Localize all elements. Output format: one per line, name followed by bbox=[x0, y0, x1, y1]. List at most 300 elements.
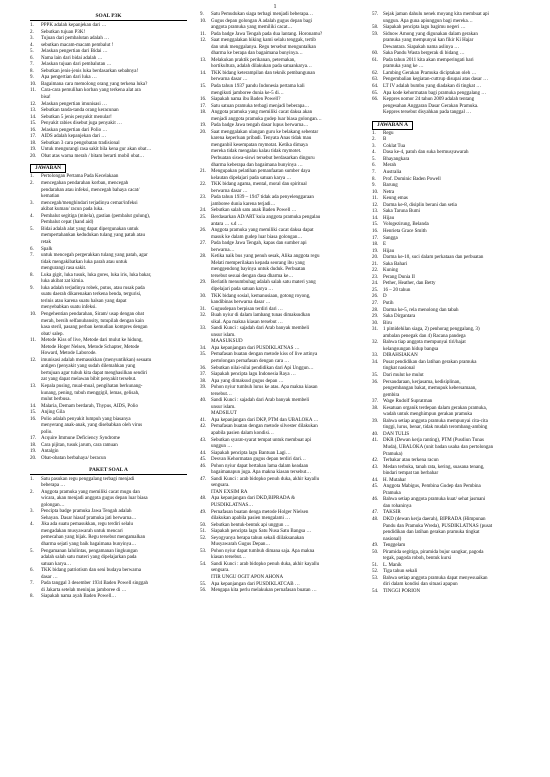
list-item bbox=[30, 384, 187, 404]
item-number: 25. bbox=[200, 214, 207, 220]
item-text: Jika ada suatu pemasukkan, regu terdiri selalu mengadakan musyawarah untuk mencari pemecahan yang bijak. Regu tersebut mengamalkan dharma sejati yang baik bagaimana bunyinya… bbox=[41, 522, 146, 548]
item-text: Bahwa tiap anggota mempunyai tiri/hajat kelangsungan hidup bangsa bbox=[383, 340, 466, 352]
item-number: 1. bbox=[30, 476, 34, 482]
item-text: Obat atas warna merah / bitam berarti mobil obat… bbox=[41, 153, 145, 159]
item-text: LT IV adalah bumbu yang diadakan di tingkat … bbox=[383, 84, 482, 90]
item-text: Sebutkan bentuk-bentuk api unggun … bbox=[211, 522, 290, 528]
item-number: 3. bbox=[30, 36, 34, 42]
item-text: Jelaskan pengertian dari Polio … bbox=[41, 127, 108, 133]
item-number: 3. bbox=[30, 200, 34, 206]
item-number: 9. bbox=[30, 285, 34, 291]
item-number: 51. bbox=[200, 529, 207, 535]
section-heading: PAKET SOAL A bbox=[30, 467, 187, 475]
item-text: Kuning bbox=[383, 268, 398, 274]
item-text: Lambing Gerakan Pramuka diciptakan oleh … bbox=[383, 70, 477, 76]
item-number: 51. bbox=[372, 562, 379, 568]
list-item bbox=[200, 215, 354, 228]
column-left bbox=[30, 12, 187, 601]
item-number: 1. bbox=[30, 23, 34, 28]
list-item bbox=[200, 19, 354, 32]
item-number: 30. bbox=[200, 293, 207, 299]
item-text: Buah nyiur di dalam lambang tunas dimaksudkan sikal. Apa makna kiasan tersebut … bbox=[211, 313, 311, 325]
item-number: 8. bbox=[30, 594, 34, 600]
item-number: 8. bbox=[372, 176, 376, 182]
list-item bbox=[30, 568, 187, 581]
item-text: Tiga tahun sekali bbox=[383, 569, 418, 575]
item-text: Ketika naik bus yang penuh sesak, Alika anggota regu Melati memperilakan kepada seorang ibu yang menggendong bayinya untuk duduk. Perbuatan tersebut sesuai dengan dasa dharma ke… bbox=[211, 254, 320, 279]
item-text: Apa kode kehormatan bagi pramuka penggalang … bbox=[383, 90, 487, 96]
item-number: 26. bbox=[200, 228, 207, 234]
section-gap bbox=[30, 160, 187, 163]
item-text: TKK bidang sosial, kemanusiaan, gotong royong, kandibinas berwarna dasar … bbox=[211, 293, 311, 306]
list-item bbox=[200, 280, 354, 293]
item-number: 5. bbox=[30, 49, 34, 55]
item-text: Perang Dunia II bbox=[383, 274, 415, 280]
item-text: Penyakit rabies disebut juga penyakit … bbox=[41, 121, 122, 127]
item-text: Hijau bbox=[383, 248, 395, 254]
item-text: Dari mulut ke mulut bbox=[383, 372, 424, 378]
list-item bbox=[372, 517, 522, 543]
item-number: 56. bbox=[200, 588, 207, 594]
item-text: Vologezirung, Belanda bbox=[383, 222, 429, 228]
item-number: 53. bbox=[200, 548, 207, 554]
section-gap bbox=[372, 117, 522, 120]
list-item bbox=[30, 201, 187, 214]
item-text: Jelaskan pengertian dari Bidai … bbox=[41, 49, 108, 55]
item-text: TINGGI PORION bbox=[383, 589, 421, 595]
item-text: Pada tanggal 3 desember 1934 Baden Powell singgah di Jakarta setelah meninjau jamboree di … bbox=[41, 581, 149, 593]
list-item bbox=[200, 326, 354, 346]
list-item bbox=[30, 181, 187, 201]
item-text: Darma ke-5, rela menolong dan tabah bbox=[383, 307, 459, 313]
list-item bbox=[30, 273, 187, 286]
item-text: Obat-obatan berbahaya/ beracun bbox=[41, 456, 106, 461]
item-number: 53. bbox=[372, 575, 379, 581]
list-item bbox=[200, 588, 354, 595]
item-text: Anggota Mabigus, Pembina Gudep dan Pembina Pramuka bbox=[383, 484, 481, 496]
list-item bbox=[200, 510, 354, 523]
item-text: Mengupakan pelatihan pemanfaatan sumber daya kelautan dipelajari pada satuan karya … bbox=[211, 169, 311, 181]
item-number: 6. bbox=[372, 163, 376, 169]
item-text: Antalgin bbox=[41, 449, 59, 455]
item-text: Malaria, Demam berdarah, Thypus, AIDS, Polio bbox=[41, 403, 138, 409]
item-number: 16. bbox=[30, 127, 37, 133]
item-text: Saat menggalakan ulangan guru ke belakang sebentar karena keperluan pribadi. Tenyata Anas tidak mau menganbil kesempatan mymotat. Ketika dimaya mereka tidak mengalau kalau tidak mymotet. Perbuatan siswa-siswi tersebut berdasarkan dinguru dharma keberapa dan bagaimana bunyinya … bbox=[211, 129, 319, 168]
item-text: Putih bbox=[383, 300, 394, 306]
list-item bbox=[200, 477, 354, 497]
item-text: B bbox=[383, 137, 387, 143]
item-text: Sandi Kunci : sajadah dari Arab banyak membeli unsur islam. MADSILUT bbox=[211, 398, 310, 417]
list-item bbox=[372, 465, 522, 478]
item-number: 1. bbox=[372, 130, 376, 136]
item-text: Siapakah pencipta lagu bagimu negeri … bbox=[383, 25, 466, 31]
list-item bbox=[30, 358, 187, 384]
item-text: Pada tahun 2011 kita akan memperingati hari pramuka yang ke … bbox=[383, 57, 474, 70]
list-item bbox=[372, 576, 522, 589]
item-text: Pengamanan lalulintas, pengamanan lingkungan adalah salah satu materi yang dipelajarkan pada satuan karya… bbox=[41, 548, 138, 567]
list-item bbox=[200, 352, 354, 365]
item-number: 6. bbox=[30, 568, 34, 574]
item-number: 19. bbox=[200, 123, 207, 129]
item-text: Dasa ke-4, patuh dan suka bermusyawarah bbox=[383, 150, 469, 156]
item-number: 7. bbox=[372, 170, 376, 176]
item-number: 11. bbox=[30, 338, 37, 344]
item-text: Sebutkan nilai-nilai pendidikan dari Api Unggun… bbox=[211, 365, 314, 371]
item-text: Terbakar atau terkena racun bbox=[383, 458, 439, 464]
item-number: 2. bbox=[30, 181, 34, 187]
list-item bbox=[372, 58, 522, 71]
item-text: Bidai adalah alat yang dapat dipergunakan untuk mempertahankan kedudukan tulang yang patah atau retak bbox=[41, 226, 145, 245]
item-text: Pohon nyiur dapat bertahan lama dalam keadaan bagaimanapun juga. Apa makna kiasan tersebut… bbox=[211, 463, 312, 476]
item-text: DKD (dewan kerja daerah), BIPRADA (Himpunan Pandu dan Pramuka Wreda), PUSDIKLATNAS (pusat pendidikan dan latihan gerakan pramuka tingkat nasional) bbox=[383, 517, 493, 542]
column-right bbox=[372, 12, 522, 596]
item-number: 8. bbox=[30, 68, 34, 74]
item-text: Pemafasan buatan dengan metode silvester dilakukan apabila pasien dalam kondisi… bbox=[211, 424, 318, 436]
item-text: Biru bbox=[383, 320, 392, 326]
list-item bbox=[200, 254, 354, 280]
item-text: Netra bbox=[383, 189, 395, 195]
item-text: Pether, Heather, dan Betty bbox=[383, 281, 436, 287]
item-text: TKK bidang patriotism dan seni budaya berwarna dasar … bbox=[41, 568, 141, 580]
item-number: 52. bbox=[200, 535, 207, 541]
item-text: Berlatih menumbuhag adalah salah satu materi yang dipelajari pada satuan karya … bbox=[211, 280, 316, 292]
item-number: 19. bbox=[30, 147, 37, 153]
item-text: Pada tahun 1939 – 1947 tidak ada penyelenggaraan jamboree dunia karena terjadi… bbox=[211, 195, 314, 207]
item-text: Sebutkan tujuan P3K! bbox=[41, 29, 86, 35]
list-item bbox=[200, 228, 354, 241]
item-text: TKK bidang keterampilan dan teknik pembangunan berwarna dasar … bbox=[211, 70, 315, 83]
item-text: Satu pasukan regu penggalang terbagi menjadi beberapa … bbox=[41, 476, 135, 489]
item-text: Pencipta badge pramuka Jawa Tengah adalah Sehayan. Dasar hiasaf pramuka jati berwarna… bbox=[41, 509, 137, 521]
list-item bbox=[200, 398, 354, 418]
item-text: Siapakah pencipta lagu Satu Nusa Satu Bangsa … bbox=[211, 529, 312, 535]
item-text: Pada badge Jawa Tengah pada dua lantang. Horonamu? bbox=[211, 31, 323, 37]
item-number: 10. bbox=[30, 81, 37, 87]
item-text: Bahwa setiap anggota pramuka kuat/ sehat jasmani dan rohaninya bbox=[383, 497, 486, 509]
item-number: 4. bbox=[372, 150, 376, 156]
item-number: 13. bbox=[372, 209, 379, 215]
item-number: 45. bbox=[200, 457, 207, 463]
item-text: Sandi Kunci : sajadah dari Arab banyak membeli unsur islam. MAASUKSUD bbox=[211, 326, 310, 345]
list-item bbox=[372, 406, 522, 419]
item-number: 50. bbox=[372, 549, 379, 555]
item-number: 7. bbox=[30, 253, 34, 259]
item-text: Mengapa kita perlu melakukan pernafasan buatan … bbox=[211, 588, 317, 594]
item-text: PPPK adalah kepanjekan dari … bbox=[41, 23, 107, 28]
item-number: 61. bbox=[372, 57, 379, 63]
item-number: 6. bbox=[30, 246, 34, 252]
list-item bbox=[200, 536, 354, 549]
item-number: 9. bbox=[30, 75, 34, 81]
item-number: 27. bbox=[372, 300, 379, 306]
item-number: 13. bbox=[30, 383, 37, 389]
item-number: 4. bbox=[30, 213, 34, 219]
item-number: 6. bbox=[30, 55, 34, 61]
list-item bbox=[30, 581, 187, 594]
item-text: Cara-cara pemulihan korban yang terkena alat ara bisa! bbox=[41, 88, 141, 101]
item-number: 16. bbox=[200, 97, 207, 103]
item-text: luka adalah terjadinya robek, putus, atau rusak pada suatu daerah dikarenakan terkena benda, tergurisi, terinis atau karena suatu halsan yang dapat menyebabkan suatu infeksi. bbox=[41, 285, 145, 311]
item-text: Apa pengertian dari luka … bbox=[41, 75, 97, 81]
item-number: 49. bbox=[200, 509, 207, 515]
item-number: 18. bbox=[30, 140, 37, 146]
item-text: Pengembalian kegiatan-cuttrup disupai atas dasar … bbox=[383, 77, 489, 83]
list-item bbox=[30, 214, 187, 227]
item-number: 10. bbox=[372, 189, 379, 195]
item-number: 18. bbox=[30, 442, 37, 448]
section-heading: JAWABAN bbox=[30, 164, 66, 173]
item-text: Pembalut segitiga (mitela), gastian (pembalut gulung), Pembalut cepat (hand aid) bbox=[41, 213, 151, 226]
item-number: 46. bbox=[200, 463, 207, 469]
item-text: sebutkan macam-macam pembalut ! bbox=[41, 42, 114, 48]
item-number: 41. bbox=[372, 438, 379, 444]
list-item bbox=[30, 338, 187, 358]
item-number: 3. bbox=[30, 509, 34, 515]
item-text: D bbox=[383, 294, 387, 300]
item-text: imunisasi adalah memasukkan (menyuntikkan) sesuatu antigen (penyakit yang sudah dilemahkan yang bertujuan agar tubuh kita dapat menghasilkan sendiri zat yang dapat melawan bibit penyakit tersebut. bbox=[41, 357, 152, 383]
item-text: Sebutkan 3 cara pengobatan tradisional bbox=[41, 140, 120, 146]
item-text: Pohon nyiur dapat tumbuh dimana saja. Apa makna kiasan tersebut… bbox=[211, 548, 315, 561]
item-text: Saka Bahari bbox=[383, 261, 408, 267]
item-number: 39. bbox=[372, 418, 379, 424]
item-text: Pernafasan buatan denga metode Holger Nielsen dilakukan apabila pasien mengalami … bbox=[211, 509, 309, 522]
item-text: Kepala pusing, mual-mual, pengihatan berkunang- kunang, pening, tubuh menggigil, lemas, gelisah, mulut berbusa. bbox=[41, 383, 143, 403]
item-number: 36. bbox=[372, 379, 379, 385]
item-text: Henrieta Grace Smith bbox=[383, 228, 427, 234]
item-number: 63. bbox=[372, 77, 379, 83]
item-text: Cara pijitan, tusuk jarum, cara ramuan bbox=[41, 442, 118, 448]
item-text: Pengehentian pendarahan, Siram/ usap dengan obat merah, bersih selfanubansity, tutupilah dengan kain kasa steril, pasang perban kemudian kompres dengan obat/ salep. bbox=[41, 311, 148, 337]
item-number: 13. bbox=[30, 108, 37, 114]
item-text: Bagaimana cara memolong orang yang terkena luka? bbox=[41, 81, 148, 87]
item-number: 16. bbox=[372, 228, 379, 234]
list-item bbox=[30, 312, 187, 338]
item-number: 15. bbox=[200, 84, 207, 90]
item-number: 5. bbox=[30, 548, 34, 554]
item-text: Darma ke-8, disiplin berani dan setia bbox=[383, 202, 457, 208]
item-number: 33. bbox=[372, 353, 379, 359]
item-number: 14. bbox=[30, 403, 37, 409]
item-number: 62. bbox=[372, 70, 379, 76]
item-text: Apa yang dimaksud gugus depan … bbox=[211, 378, 284, 384]
column-middle bbox=[200, 12, 354, 595]
item-text: Seyogyanya berapa tahun sekali diilaksanakan Musyawarah Gugus Depan… bbox=[211, 535, 305, 548]
item-number: 12. bbox=[372, 202, 379, 208]
list-item bbox=[200, 438, 354, 451]
list-item bbox=[372, 360, 522, 373]
item-text: Persaudaraan, kerjasama, kedisiplinan, pengembangan bakat, memupuk kebersamaan, gembira bbox=[383, 379, 477, 398]
list-item bbox=[30, 477, 187, 490]
item-text: Siapakah pencipta lagu Indonesia Raya … bbox=[211, 372, 296, 378]
item-text: Saka Pandu Wasta bergerak di bidang … bbox=[383, 51, 465, 57]
item-number: 46. bbox=[372, 497, 379, 503]
item-number: 5. bbox=[30, 226, 34, 232]
item-number: 19. bbox=[30, 449, 37, 455]
item-number: 35. bbox=[200, 352, 207, 358]
item-text: Pertolongan Pertama Pada Kecelakaan bbox=[41, 174, 119, 180]
list-item bbox=[372, 550, 522, 563]
item-number: 33. bbox=[200, 326, 207, 332]
item-text: Sangga bbox=[383, 235, 398, 241]
item-text: Spalk bbox=[41, 246, 53, 252]
list-item bbox=[30, 253, 187, 273]
list-item bbox=[372, 12, 522, 25]
item-number: 4. bbox=[30, 522, 34, 528]
item-number: 23. bbox=[200, 195, 207, 201]
list-item bbox=[200, 385, 354, 398]
list-item bbox=[30, 456, 187, 463]
list-item bbox=[372, 380, 522, 400]
item-text: Metode Kiss of live, Metode dari mulut ke hidung, Metode Hoger Nelsen, Metode Schapter, Metode Howard, Metode Laborode. bbox=[41, 338, 143, 357]
item-number: 58. bbox=[372, 25, 379, 31]
item-number: 37. bbox=[372, 399, 379, 405]
item-number: 13. bbox=[200, 57, 207, 63]
item-number: 50. bbox=[200, 522, 207, 528]
item-number: 64. bbox=[372, 84, 379, 90]
item-text: Pada badge Jawa tengah dasar lupus berwarna… bbox=[211, 123, 309, 129]
item-number: 3. bbox=[372, 143, 376, 149]
item-text: AIDS adalah kepanjekan dari … bbox=[41, 134, 107, 140]
item-number: 4. bbox=[30, 42, 34, 48]
item-text: Coklat Tua bbox=[383, 143, 406, 149]
item-number: 43. bbox=[200, 437, 207, 443]
item-text: Siapakah pencipta lagu Bantuan Lagi… bbox=[211, 450, 291, 456]
item-number: 45. bbox=[372, 484, 379, 490]
item-text: mencegahan pendarahan korban, mencegah pendarahan atau infeksi, mencegah bahaya cacat/ kematian bbox=[41, 181, 140, 200]
item-text: Sandi Kunci : arab bidopko penuh duka, akhir kayallu sengsara. ITAN EXSIM RA bbox=[211, 476, 320, 495]
list-item bbox=[30, 509, 187, 522]
list-item bbox=[200, 562, 354, 582]
item-number: 54. bbox=[372, 589, 379, 595]
item-text: Desvan Kehormatan gugus depan terdiri dari… bbox=[211, 457, 306, 463]
item-number: 1. bbox=[30, 174, 34, 180]
item-number: 17. bbox=[200, 103, 207, 109]
item-text: Prof. Dominic Baden Powell bbox=[383, 176, 441, 182]
item-text: Anggota pramuka yang memiliki cacat daksa dapat masuk ke dalam gudep luar biasa golongan… bbox=[211, 228, 314, 240]
item-number: 25. bbox=[372, 287, 379, 293]
item-text: Gugusdepan berpisan terdiri dari … bbox=[211, 306, 283, 312]
list-item bbox=[372, 438, 522, 458]
item-text: Apa kepanjangan dari DKP, PTM dan UBALOKA … bbox=[211, 417, 319, 423]
item-text: H. Mutahar bbox=[383, 477, 407, 483]
item-number: 8. bbox=[30, 272, 34, 278]
item-number: 42. bbox=[372, 458, 379, 464]
item-text: DKR (Dewan kerja ranting), PTM (Pusdiun Tunas Muda), UBALOKA (unit badan usaha dan pertolongan Pramuka) bbox=[383, 438, 494, 457]
list-item bbox=[200, 38, 354, 58]
item-text: Piramida segitiga, piramida bujur sangkar, pagoda tegak, pagoda roboh, bentuk kursi bbox=[383, 549, 484, 562]
section-heading: SOAL P3K bbox=[30, 13, 187, 21]
item-number: 2. bbox=[30, 29, 34, 35]
item-number: 22. bbox=[372, 268, 379, 274]
list-item bbox=[372, 97, 522, 117]
list-item bbox=[200, 195, 354, 208]
item-number: 7. bbox=[30, 62, 34, 68]
item-number: 47. bbox=[200, 476, 207, 482]
item-number: 20. bbox=[30, 153, 37, 159]
item-number: 59. bbox=[372, 31, 379, 37]
item-number: 54. bbox=[200, 561, 207, 567]
list-item bbox=[30, 286, 187, 312]
item-text: E bbox=[383, 242, 387, 248]
item-text: Melakukan praktik perikanan, peternakan, hortikultura, adalah dilakukan pada satuankarya… bbox=[211, 57, 312, 70]
list-item bbox=[372, 484, 522, 497]
item-text: Merah bbox=[383, 163, 397, 169]
item-number: 24. bbox=[372, 281, 379, 287]
item-text: Tenggelam bbox=[383, 543, 406, 549]
item-text: DAN TULIS bbox=[383, 431, 410, 437]
item-number: 66. bbox=[372, 97, 379, 103]
list-item bbox=[200, 58, 354, 71]
item-number: 15. bbox=[30, 410, 37, 416]
item-text: Sebutkan jenis-jenis luka berdasarkan sebabnya! bbox=[41, 68, 139, 74]
item-number: 18. bbox=[372, 242, 379, 248]
item-number: 15. bbox=[372, 222, 379, 228]
list-item bbox=[372, 497, 522, 510]
item-number: 34. bbox=[200, 345, 207, 351]
list-item bbox=[372, 32, 522, 52]
item-text: Sandi Kunci : arab bidopko penuh duka, akhir kayallu sengsara. ITIR UNGU OGIT APON AHONA bbox=[211, 561, 320, 581]
item-number: 44. bbox=[372, 477, 379, 483]
item-text: Sebutkan salah satu anak Baden Powell … bbox=[211, 208, 297, 214]
item-number: 21. bbox=[200, 169, 207, 175]
list-item bbox=[30, 227, 187, 247]
section-heading: JAWABAN A bbox=[372, 121, 413, 130]
item-number: 10. bbox=[200, 18, 207, 24]
item-number: 12. bbox=[30, 101, 37, 107]
item-number: 32. bbox=[372, 340, 379, 346]
item-number: 19. bbox=[372, 248, 379, 254]
item-number: 28. bbox=[200, 254, 207, 260]
item-text: Medan terbuka, tanah rata, kering, suasana tenang, bindari tempat tan berbahar bbox=[383, 464, 485, 477]
item-text: Sebutkan tanda-tanda orang keracunan bbox=[41, 108, 119, 114]
list-item bbox=[200, 130, 354, 169]
item-text: Pohon nyiur tumbuh lurus ke atas. Apa makna kiasan tersebut… bbox=[211, 385, 318, 397]
item-text: Siapakah nama ayah Baden Powell… bbox=[41, 594, 117, 600]
item-text: Untuk mengurangi rasa sakit bila kena gur akan obat… bbox=[41, 147, 152, 153]
item-number: 20. bbox=[372, 255, 379, 261]
item-number: 48. bbox=[200, 496, 207, 502]
item-number: 17. bbox=[372, 235, 379, 241]
item-text: Apa kepanjangan dari DKD,BIPRADA & PUSDIKLATNAS… bbox=[211, 496, 296, 509]
item-number: 24. bbox=[200, 208, 207, 214]
item-text: DIRAHSIAKAN bbox=[383, 353, 418, 359]
item-number: 17. bbox=[30, 134, 37, 140]
item-number: 22. bbox=[200, 182, 207, 188]
item-number: 37. bbox=[200, 372, 207, 378]
item-text: Sebutkan syarat-syarat tempat untuk membuat api unggun … bbox=[211, 437, 312, 450]
item-text: Polio adalah penyakit lumpuh yang biasanya menyerang anak-anak, yang disebabkan oleh virus polio. bbox=[41, 416, 143, 435]
item-number: 47. bbox=[372, 510, 379, 516]
item-number: 21. bbox=[372, 261, 379, 267]
item-text: Satu Pemudukan siaga terbagi menjadi beberapa… bbox=[211, 12, 314, 17]
item-number: 14. bbox=[372, 215, 379, 221]
item-text: Jelaskan pengertian imunisasi … bbox=[41, 101, 107, 107]
item-number: 42. bbox=[200, 424, 207, 430]
item-text: Pada tahun 1937 pandu Indonesia pertama kali mengikuti jamboree dunia ke-5 di… bbox=[211, 84, 305, 96]
item-text: Bhayangkara bbox=[383, 156, 410, 162]
item-number: 20. bbox=[200, 129, 207, 135]
item-text: Keppres nomor 24 tahun 2009 adalah tentang pengesahan Anggaran Dasar Gerakan Pramuka. Keppres tersebut disyahkan pada tanggal … bbox=[383, 97, 479, 116]
item-number: 36. bbox=[200, 365, 207, 371]
list-item bbox=[200, 549, 354, 562]
item-text: Siapakah nama ibu Baden Powell? bbox=[211, 97, 281, 103]
item-text: Nama lain dari bidai adalah … bbox=[41, 55, 103, 61]
item-number: 11. bbox=[200, 31, 207, 37]
item-number: 9. bbox=[200, 12, 204, 17]
item-number: 38. bbox=[200, 378, 207, 384]
item-number: 29. bbox=[200, 280, 207, 286]
item-text: Sidnow Among yang digunakan dalam gerakan pramuka yang mempunyai kan fikir Ki Hajar Dewantara. Siapakah nama aslinya … bbox=[383, 31, 478, 50]
